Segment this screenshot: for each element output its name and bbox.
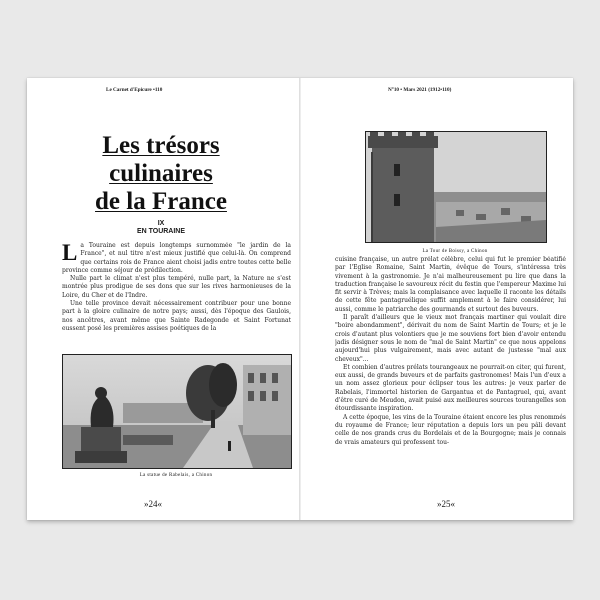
rabelais-statue-photo [62,354,292,469]
drop-cap: L [62,242,78,265]
right-body-text [335,256,566,485]
running-head-right: N°10 • Mars 2021 (1912•110) [388,87,452,93]
magazine-spread [27,78,573,520]
rabelais-statue-image [63,355,291,468]
paragraph: Et combien d'autres prélats tourangeaux ne pourrait-on citer, qui furent, eux aussi, de grands buveurs et de parfaits gastronomes! Mais l'un d'eux a un nom assez glorieux pour éclipser tous les autres: je veux parler de Rabelais, l'immortel historien de Gargantua et de Pantagruel, qui, avant d'être curé de Meudon, avait puisé aux meilleures sources tourangelles son étourdissante inspiration. [335,363,566,413]
page-number-right: »25« [437,499,455,509]
chapter-number: IX [157,220,165,227]
right-page [300,78,573,520]
paragraph: Il paraît d'ailleurs que le vieux mot français martiner qui voulait dire "boire abondamment", dérivait du nom de Saint Martin de Tours; et je le crois d'autant plus volontiers que je me souviens fort bien d'avoir entendu jadis désigner sous le nom de "mal de Saint Martin" ce que nous appelons aujourd'hui plus vulgairement, mais avec autant de justesse "mal aux cheveux"... [335,314,566,363]
paragraph: Une telle province devait nécessairement contribuer pour une bonne part à la gloire culinaire de notre pays; aussi, dès l'époque des Gaulois, nos ancêtres, avant même que Sainte Radegonde et Saint Fortunat eussent posé les premières assises poétiques de la [62,300,291,332]
left-photo-caption: La statue de Rabelais, a Chinon [139,473,213,478]
chapter-name: EN TOURAINE [136,228,186,235]
tour-de-boissy-photo [365,131,547,243]
paragraph: cuisine française, un autre prélat célèbre, celui qui fut le premier béatifié par l'Eglise Romaine, Saint Martin, évêque de Tours, s'intéressa très vivement à la gastronomie. Je n'ai malheureusement pu lire que dans la traduction française le savoureux récit du festin que l'empereur Maxime lui fit servir à Trèves; mais la complaisance avec laquelle il raconte les détails de cette fête pantagruélique suffit amplement à le faire considérer, lui aussi, comme le patriarche des gourmands et surtout des buveurs. [335,256,566,313]
running-head-left: Le Carnet d'Epicure •110 [106,87,163,93]
paragraph: La Touraine est depuis longtemps surnommée "le jardin de la France", et nul titre n'est mieux justifié que celui-là. On comprend que certains rois de France aient choisi jadis entre toutes cette belle province comme séjour de prédilection. [62,242,291,274]
title-line-3: de la France [95,188,227,215]
title-line-2: culinaires [109,160,213,187]
page-number-left: »24« [144,499,162,509]
paragraph: Nulle part le climat n'est plus tempéré, nulle part, la Nature ne s'est montrée plus prodigue de ses dons que sur les rives harmonieuses de la Loire, du Cher et de l'Indre. [62,275,291,299]
right-photo-caption: La Tour de Boissy, a Chinon [422,249,488,254]
tower-image [366,132,546,242]
title-line-1: Les trésors [102,132,220,159]
article-title [85,132,237,216]
left-body-text [62,242,291,357]
paragraph: A cette époque, les vins de la Touraine étaient encore les plus renommés du royaume de France; leur réputation a depuis lors un peu pâli devant celle de nos grands crus du Bordelais et de la Bourgogne; mais je connais de vrais amateurs qui professent tou- [335,413,566,446]
left-page [27,78,300,520]
